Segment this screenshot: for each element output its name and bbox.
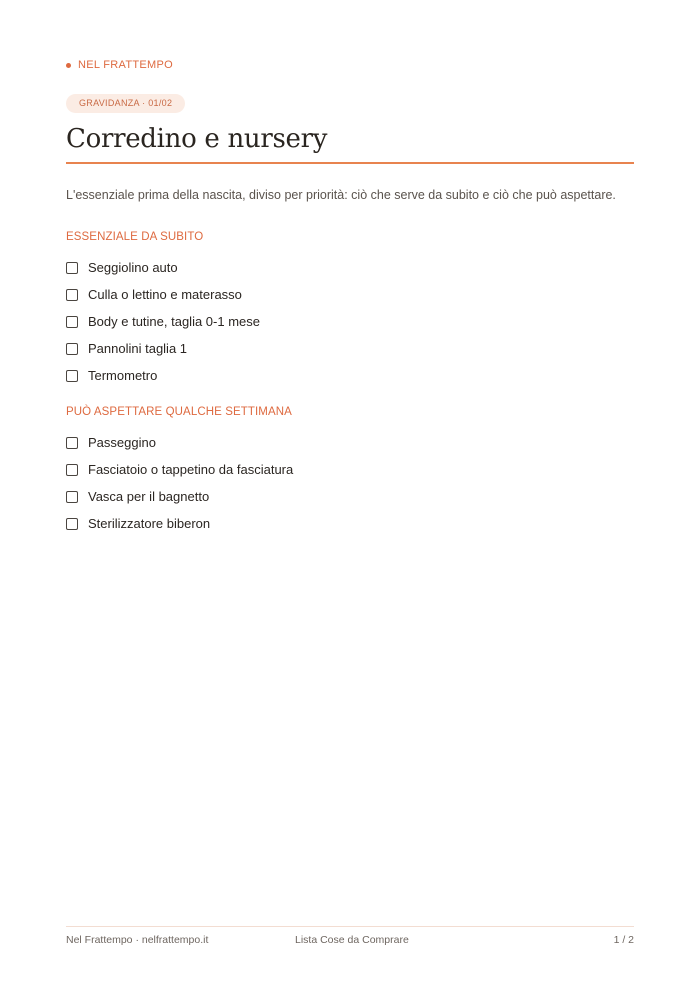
section-heading-can-wait: PUÒ ASPETTARE QUALCHE SETTIMANA [66, 406, 292, 418]
title-divider [66, 162, 634, 164]
footer-divider [66, 926, 634, 927]
checklist-item[interactable] [66, 308, 260, 335]
checklist-item[interactable] [66, 362, 260, 389]
checkbox-icon[interactable] [66, 262, 78, 274]
checklist-item-label: Pannolini taglia 1 [88, 340, 188, 356]
footer-site: Nel Frattempo · nelfrattempo.it [66, 934, 209, 946]
checkbox-icon[interactable] [66, 343, 78, 355]
page-footer [66, 933, 634, 947]
page-number: 1 / 2 [613, 934, 634, 946]
intro-text: L'essenziale prima della nascita, diviso per priorità: ciò che serve da subito e ciò che può aspettare. [66, 188, 616, 202]
checklist-item[interactable] [66, 335, 260, 362]
checklist-item[interactable] [66, 254, 260, 281]
checkbox-icon[interactable] [66, 316, 78, 328]
checklist-item-label: Passeggino [88, 434, 156, 450]
checkbox-icon[interactable] [66, 491, 78, 503]
checklist-can-wait [66, 429, 293, 537]
section-heading-essential: ESSENZIALE DA SUBITO [66, 231, 204, 243]
checklist-item[interactable] [66, 281, 260, 308]
checklist-item-label: Body e tutine, taglia 0-1 mese [88, 313, 260, 329]
checklist-item-label: Culla o lettino e materasso [88, 286, 242, 302]
checkbox-icon[interactable] [66, 464, 78, 476]
checkbox-icon[interactable] [66, 370, 78, 382]
checklist-item[interactable] [66, 483, 293, 510]
checkbox-icon[interactable] [66, 437, 78, 449]
category-badge: GRAVIDANZA · 01/02 [66, 94, 185, 113]
checklist-item-label: Sterilizzatore biberon [88, 515, 211, 531]
bullet-dot-icon [66, 63, 71, 68]
checklist-item[interactable] [66, 429, 293, 456]
checkbox-icon[interactable] [66, 289, 78, 301]
document-page [66, 0, 634, 990]
brand-name: NEL FRATTEMPO [78, 59, 173, 71]
page-title: Corredino e nursery [66, 124, 328, 154]
checkbox-icon[interactable] [66, 518, 78, 530]
checklist-item-label: Vasca per il bagnetto [88, 488, 210, 504]
checklist-item[interactable] [66, 510, 293, 537]
checklist-essential [66, 254, 260, 389]
footer-document-name: Lista Cose da Comprare [295, 934, 409, 946]
brand-header [66, 58, 173, 72]
checklist-item-label: Termometro [88, 367, 158, 383]
checklist-item[interactable] [66, 456, 293, 483]
checklist-item-label: Seggiolino auto [88, 259, 178, 275]
checklist-item-label: Fasciatoio o tappetino da fasciatura [88, 461, 294, 477]
